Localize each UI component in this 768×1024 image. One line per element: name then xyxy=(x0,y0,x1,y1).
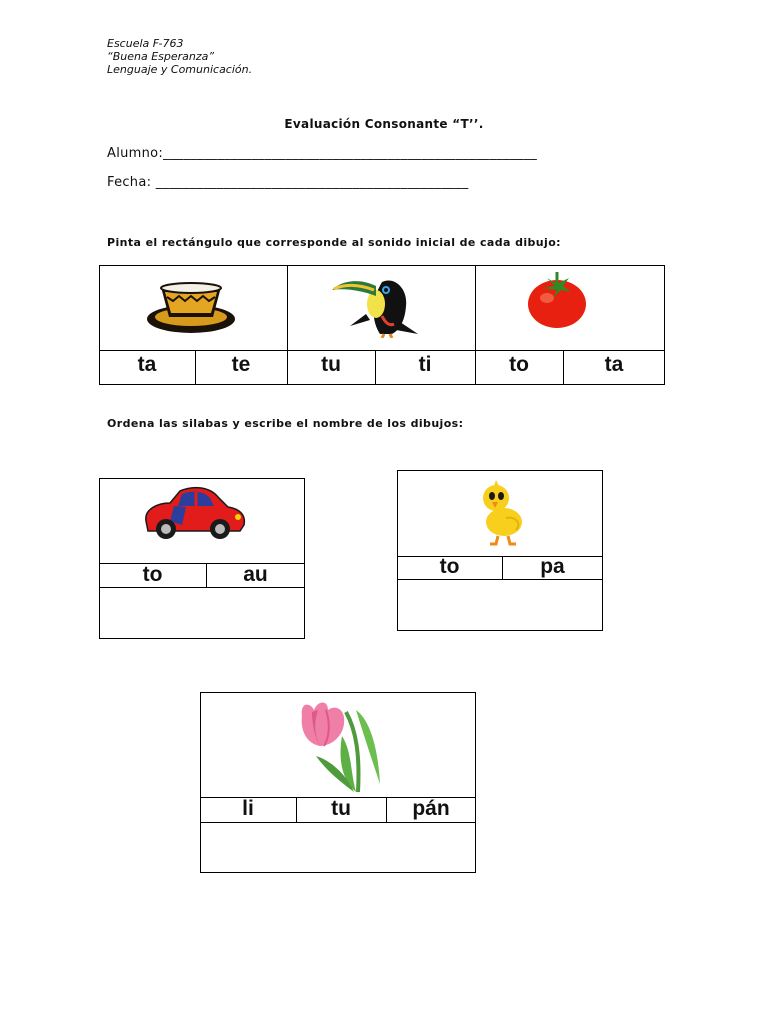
syllable-option[interactable]: ta xyxy=(137,353,157,376)
syllable-option[interactable]: tu xyxy=(321,353,341,376)
syllable-option[interactable]: ti xyxy=(418,353,432,376)
toucan-icon xyxy=(330,272,422,338)
date-field[interactable]: Fecha: ______________________________________________ xyxy=(107,175,469,190)
school-line: Escuela F-763 xyxy=(107,37,184,50)
cup-icon xyxy=(145,279,237,335)
school-name: “Buena Esperanza” xyxy=(107,50,215,63)
chick-icon xyxy=(476,480,528,546)
syllable-tile: tu xyxy=(331,797,351,820)
syllable-tile: pán xyxy=(412,797,450,820)
instruction-2: Ordena las silabas y escribe el nombre de los dibujos: xyxy=(107,417,464,430)
answer-box[interactable] xyxy=(201,823,475,872)
student-name-field[interactable]: Alumno:_______________________________________________________ xyxy=(107,146,538,161)
answer-box[interactable] xyxy=(100,588,304,638)
syllable-option[interactable]: ta xyxy=(604,353,624,376)
subject-line: Lenguaje y Comunicación. xyxy=(107,63,253,76)
syllable-tile: au xyxy=(243,563,268,586)
car-icon xyxy=(140,485,248,541)
syllable-tile: pa xyxy=(540,555,565,578)
syllable-tile: to xyxy=(439,555,460,578)
page-title: Evaluación Consonante “T’’. xyxy=(284,117,484,131)
syllable-tile: to xyxy=(142,563,163,586)
tomato-icon xyxy=(525,270,589,330)
answer-box[interactable] xyxy=(398,580,602,630)
tulip-icon xyxy=(290,700,386,796)
syllable-tile: li xyxy=(242,797,254,820)
instruction-1: Pinta el rectángulo que corresponde al sonido inicial de cada dibujo: xyxy=(107,236,561,249)
syllable-option[interactable]: te xyxy=(231,353,251,376)
syllable-option[interactable]: to xyxy=(509,353,529,376)
